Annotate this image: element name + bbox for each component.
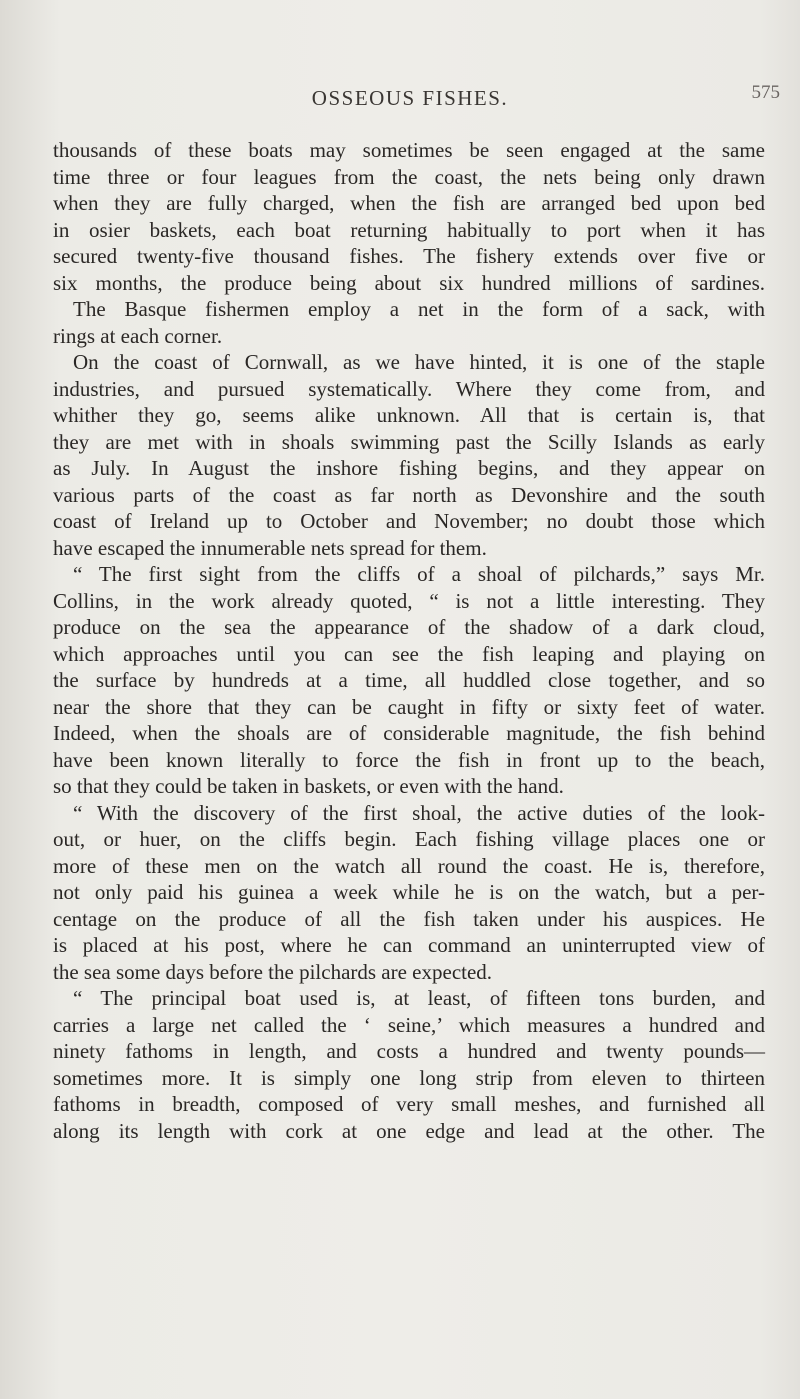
text-line: six months, the produce being about six hundred millions of sardines. [53, 270, 765, 295]
text-line: sometimes more. It is simply one long strip from eleven to thirteen [53, 1065, 765, 1090]
text-line: coast of Ireland up to October and November; no doubt those which [53, 509, 765, 533]
text-line: whither they go, seems alike unknown. All that is certain is, that [53, 403, 765, 427]
text-line: “ The principal boat used is, at least, of fifteen tons burden, and [73, 986, 765, 1010]
text-line: which approaches until you can see the fish leaping and playing on [53, 641, 765, 666]
text-line: the surface by hundreds at a time, all huddled close together, and so [53, 668, 765, 692]
text-line: along its length with cork at one edge and lead at the other. The [53, 1118, 765, 1143]
running-title: OSSEOUS FISHES. [311, 86, 509, 110]
text-line: in osier baskets, each boat returning habitually to port when it has [53, 217, 765, 242]
text-line: have been known literally to force the fish in front up to the beach, [53, 747, 765, 772]
text-line: The Basque fishermen employ a net in the form of a sack, with [73, 297, 765, 321]
page-header [40, 82, 780, 116]
text-line: produce on the sea the appearance of the shadow of a dark cloud, [53, 615, 765, 639]
text-line: On the coast of Cornwall, as we have hinted, it is one of the staple [73, 350, 765, 374]
text-line: Indeed, when the shoals are of considerable magnitude, the fish behind [53, 721, 765, 745]
text-line: so that they could be taken in baskets, or even with the hand. [53, 774, 564, 798]
text-line: as July. In August the inshore fishing begins, and they appear on [53, 456, 765, 480]
text-line: Collins, in the work already quoted, “ is not a little interesting. They [53, 588, 765, 613]
body-text [53, 137, 765, 1144]
text-line: carries a large net called the ‘ seine,’ which measures a hundred and [53, 1012, 765, 1037]
text-line: they are met with in shoals swimming past the Scilly Islands as early [53, 429, 765, 454]
text-line: more of these men on the watch all round the coast. He is, therefore, [53, 853, 765, 878]
text-line: out, or huer, on the cliffs begin. Each fishing village places one or [53, 827, 765, 851]
text-line: not only paid his guinea a week while he is on the watch, but a per- [53, 880, 765, 904]
text-line: “ With the discovery of the first shoal, the active duties of the look- [73, 800, 765, 825]
text-line: various parts of the coast as far north as Devonshire and the south [53, 482, 765, 507]
text-line: when they are fully charged, when the fish are arranged bed upon bed [53, 191, 765, 215]
text-line: near the shore that they can be caught in fifty or sixty feet of water. [53, 694, 765, 719]
text-line: fathoms in breadth, composed of very small meshes, and furnished all [53, 1092, 765, 1116]
text-line: have escaped the innumerable nets spread for them. [53, 535, 487, 560]
text-line: “ The first sight from the cliffs of a shoal of pilchards,” says Mr. [73, 562, 765, 586]
text-line: centage on the produce of all the fish taken under his auspices. He [53, 906, 765, 931]
text-line: the sea some days before the pilchards are expected. [53, 959, 493, 984]
page-number: 575 [751, 82, 780, 103]
text-line: ninety fathoms in length, and costs a hundred and twenty pounds— [53, 1039, 765, 1063]
text-line: is placed at his post, where he can command an uninterrupted view of [53, 933, 765, 957]
text-line: thousands of these boats may sometimes be seen engaged at the same [53, 138, 765, 162]
text-line: rings at each corner. [53, 323, 223, 348]
text-line: industries, and pursued systematically. Where they come from, and [53, 376, 765, 401]
text-line: secured twenty-five thousand fishes. The fishery extends over five or [53, 244, 765, 268]
text-line: time three or four leagues from the coast, the nets being only drawn [53, 164, 765, 189]
